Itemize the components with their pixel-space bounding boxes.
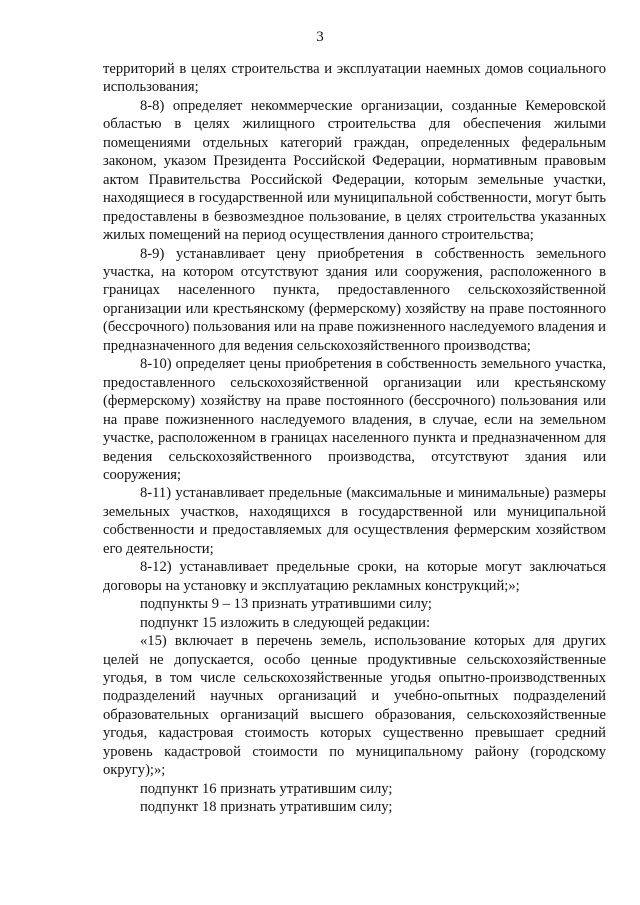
paragraph-8-9: 8-9) устанавливает цену приобретения в собственность земельного участка, на котором отсутствуют здания или сооружения, расположенного в границах населенного пункта, предоставленного сельскохозяйственной организации или крестьянскому (фермерскому) хозяйству на праве постоянного (бессрочного) пользования или на праве пожизненного наследуемого владения и предназначенного для ведения сельскохозяйственного производства; xyxy=(103,245,606,354)
paragraph-8-12: 8-12) устанавливает предельные сроки, на которые могут заключаться договоры на установку и эксплуатацию рекламных конструкций;»; xyxy=(103,559,606,594)
paragraph-subitem-15-intro: подпункт 15 изложить в следующей редакции: xyxy=(140,614,431,631)
page-number: 3 xyxy=(316,29,324,45)
paragraph-subitem-16: подпункт 16 признать утратившим силу; xyxy=(140,780,393,797)
paragraph-continuation: территорий в целях строительства и эксплуатации наемных домов социального использования; xyxy=(103,61,606,96)
document-body xyxy=(103,60,606,817)
paragraph-8-8: 8-8) определяет некоммерческие организации, созданные Кемеровской областью в целях жилищного строительства для обеспечения жилыми помещениями отдельных категорий граждан, определенных федеральным законом, указом Президента Российской Федерации, нормативным правовым актом Правительства Российской Федерации, которым земельные участки, находящиеся в государственной или муниципальной собственности, могут быть предоставлены в безвозмездное пользование, в целях строительства указанных жилых помещений на период осуществления данного строительства; xyxy=(103,97,606,244)
paragraph-subitem-18: подпункт 18 признать утратившим силу; xyxy=(140,799,393,816)
paragraph-subitems-9-13: подпункты 9 – 13 признать утратившими силу; xyxy=(140,596,432,613)
paragraph-subitem-15: «15) включает в перечень земель, использование которых для других целей не допускается, особо ценные продуктивные сельскохозяйственные угодья, в том числе сельскохозяйственные угодья опытно-производственных подразделений научных организаций и учебно-опытных подразделений образовательных организаций высшего образования, сельскохозяйственные угодья, кадастровая стоимость которых существенно превышает средний уровень кадастровой стоимости по муниципальному району (городскому округу);»; xyxy=(103,633,606,779)
paragraph-8-10: 8-10) определяет цены приобретения в собственность земельного участка, предоставленного сельскохозяйственной организации или крестьянскому (фермерскому) хозяйству на праве постоянного (бессрочного) пользования или на праве пожизненного наследуемого владения, в случае, если на земельном участке, расположенном в границах населенного пункта и предназначенном для ведения сельскохозяйственного производства, отсутствуют здания или сооружения; xyxy=(103,356,606,483)
paragraph-8-11: 8-11) устанавливает предельные (максимальные и минимальные) размеры земельных участков, находящихся в государственной или муниципальной собственности и предоставляемых для осуществления фермерским хозяйством его деятельности; xyxy=(103,485,606,557)
